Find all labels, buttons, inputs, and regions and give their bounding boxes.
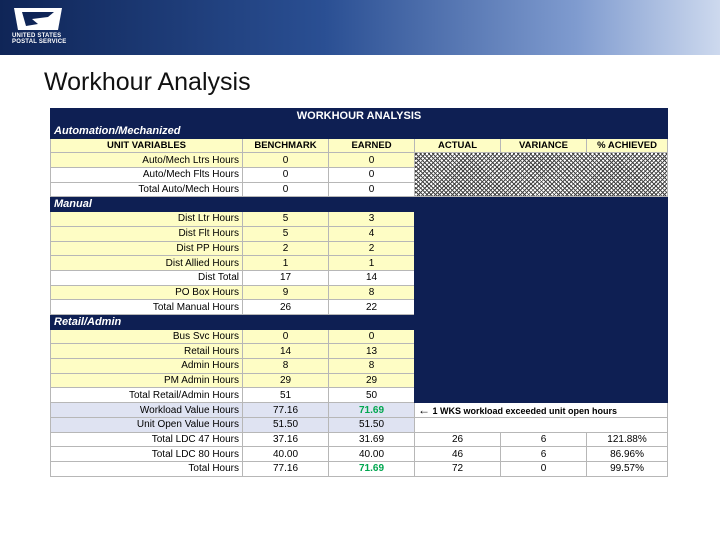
benchmark-cell: 8: [243, 359, 329, 374]
row-label: Dist Total: [51, 270, 243, 285]
workhour-table: [50, 108, 667, 477]
row-label: Total Auto/Mech Hours: [51, 182, 243, 197]
col-variance: VARIANCE: [501, 138, 587, 153]
col-achieved: % ACHIEVED: [587, 138, 668, 153]
variance-cell: 6: [501, 432, 587, 447]
earned-cell: 8: [329, 359, 415, 374]
hatched-area: [415, 314, 668, 402]
benchmark-cell: 51: [243, 388, 329, 403]
benchmark-cell: 5: [243, 226, 329, 241]
col-actual: ACTUAL: [415, 138, 501, 153]
benchmark-cell: 0: [243, 182, 329, 197]
benchmark-cell: 77.16: [243, 403, 329, 418]
earned-cell: 13: [329, 344, 415, 359]
variance-cell: 6: [501, 447, 587, 462]
row-label: Total Retail/Admin Hours: [51, 388, 243, 403]
row-label: Dist PP Hours: [51, 241, 243, 256]
row-label: Total Manual Hours: [51, 300, 243, 315]
earned-cell: 4: [329, 226, 415, 241]
achieved-cell: 99.57%: [587, 462, 668, 477]
page-title: Workhour Analysis: [44, 68, 251, 96]
benchmark-cell: 51.50: [243, 418, 329, 433]
row-label: Admin Hours: [51, 359, 243, 374]
actual-cell: 72: [415, 462, 501, 477]
section-manual: Manual: [51, 197, 415, 212]
earned-cell: 29: [329, 373, 415, 388]
row-label: PO Box Hours: [51, 285, 243, 300]
earned-cell: 14: [329, 270, 415, 285]
earned-cell: 50: [329, 388, 415, 403]
top-banner: [0, 0, 720, 55]
sheet-title-row: [51, 109, 668, 124]
row-label: Unit Open Value Hours: [51, 418, 243, 433]
table-row: [51, 153, 668, 168]
hatched-area: [415, 197, 668, 315]
earned-cell: 51.50: [329, 418, 415, 433]
row-label: Dist Ltr Hours: [51, 212, 243, 227]
benchmark-cell: 77.16: [243, 462, 329, 477]
benchmark-cell: 29: [243, 373, 329, 388]
sheet-title: WORKHOUR ANALYSIS: [51, 109, 668, 124]
earned-cell: 71.69: [329, 462, 415, 477]
section-automation: Automation/Mechanized: [51, 124, 668, 139]
benchmark-cell: 1: [243, 256, 329, 271]
benchmark-cell: 37.16: [243, 432, 329, 447]
row-label: Bus Svc Hours: [51, 329, 243, 344]
earned-cell: 1: [329, 256, 415, 271]
unit-open-row: [51, 418, 668, 433]
actual-cell: 26: [415, 432, 501, 447]
row-label: Auto/Mech Flts Hours: [51, 168, 243, 183]
benchmark-cell: 40.00: [243, 447, 329, 462]
earned-cell: 0: [329, 153, 415, 168]
col-earned: EARNED: [329, 138, 415, 153]
total-row: [51, 432, 668, 447]
earned-cell: 0: [329, 168, 415, 183]
section-retail: Retail/Admin: [51, 314, 415, 329]
benchmark-cell: 9: [243, 285, 329, 300]
workload-row: [51, 403, 668, 418]
earned-cell: 8: [329, 285, 415, 300]
section-row: [51, 197, 668, 212]
benchmark-cell: 5: [243, 212, 329, 227]
row-label: Dist Flt Hours: [51, 226, 243, 241]
total-row: [51, 447, 668, 462]
row-label: Total LDC 80 Hours: [51, 447, 243, 462]
row-label: Total LDC 47 Hours: [51, 432, 243, 447]
earned-cell: 2: [329, 241, 415, 256]
left-arrow-icon: ←: [418, 403, 430, 418]
column-header-row: [51, 138, 668, 153]
earned-cell: 22: [329, 300, 415, 315]
earned-cell: 40.00: [329, 447, 415, 462]
workload-note: [415, 403, 668, 418]
achieved-cell: 121.88%: [587, 432, 668, 447]
earned-cell: 0: [329, 182, 415, 197]
benchmark-cell: 2: [243, 241, 329, 256]
earned-cell: 71.69: [329, 403, 415, 418]
row-label: Auto/Mech Ltrs Hours: [51, 153, 243, 168]
achieved-cell: 86.96%: [587, 447, 668, 462]
row-label: Dist Allied Hours: [51, 256, 243, 271]
section-row: [51, 314, 668, 329]
benchmark-cell: 17: [243, 270, 329, 285]
section-row: [51, 124, 668, 139]
earned-cell: 31.69: [329, 432, 415, 447]
row-label: Workload Value Hours: [51, 403, 243, 418]
col-unit-variables: UNIT VARIABLES: [51, 138, 243, 153]
empty-cell: [415, 418, 668, 433]
row-label: Retail Hours: [51, 344, 243, 359]
variance-cell: 0: [501, 462, 587, 477]
row-label: Total Hours: [51, 462, 243, 477]
col-benchmark: BENCHMARK: [243, 138, 329, 153]
actual-cell: 46: [415, 447, 501, 462]
logo-text: UNITED STATES POSTAL SERVICE: [12, 33, 67, 45]
note-text: 1 WKS workload exceeded unit open hours: [432, 406, 618, 417]
row-label: PM Admin Hours: [51, 373, 243, 388]
benchmark-cell: 0: [243, 168, 329, 183]
earned-cell: 0: [329, 329, 415, 344]
benchmark-cell: 14: [243, 344, 329, 359]
benchmark-cell: 0: [243, 153, 329, 168]
benchmark-cell: 0: [243, 329, 329, 344]
hatched-area: [415, 153, 668, 197]
earned-cell: 3: [329, 212, 415, 227]
benchmark-cell: 26: [243, 300, 329, 315]
total-row: [51, 462, 668, 477]
